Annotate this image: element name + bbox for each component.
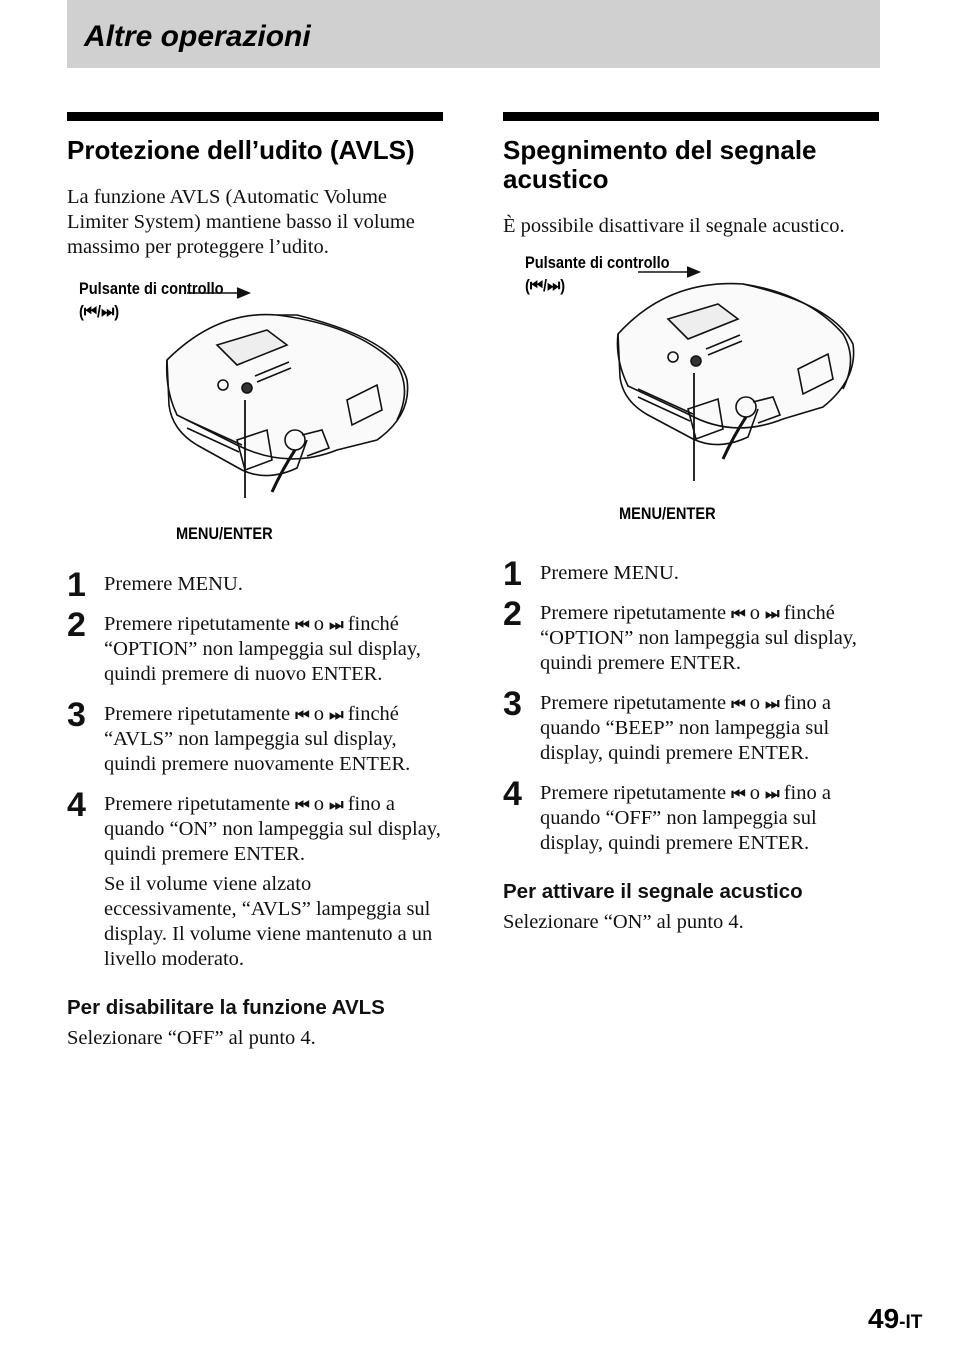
section-rule xyxy=(67,112,443,121)
md-player-illustration xyxy=(67,270,443,560)
device-figure xyxy=(67,270,443,572)
step-text xyxy=(104,792,443,867)
prev-icon: ⏮ xyxy=(731,784,745,803)
prev-icon: ⏮ xyxy=(731,694,745,713)
step-text-mid: o xyxy=(313,613,325,635)
subsection-title: Per attivare il segnale acustico xyxy=(503,880,803,903)
step-text xyxy=(540,601,879,676)
step-number: 1 xyxy=(67,566,86,604)
step-number: 2 xyxy=(503,595,522,633)
subsection-text: Selezionare “ON” al punto 4. xyxy=(503,911,744,933)
step-number: 2 xyxy=(67,606,86,644)
step-3 xyxy=(67,696,443,777)
step-2 xyxy=(67,606,443,687)
next-icon: ⏭ xyxy=(329,705,343,724)
step-text-post: finché “OPTION” non lampeggia sul display, quindi premere ENTER. xyxy=(540,602,857,674)
figure-label-control: Pulsante di controllo xyxy=(525,253,670,272)
figure-label-control-symbol: (⏮/⏭) xyxy=(79,302,120,321)
step-text-mid: o xyxy=(313,703,325,725)
step-number: 1 xyxy=(503,555,522,593)
right-column xyxy=(503,112,879,935)
step-text-pre: Premere ripetutamente xyxy=(540,782,727,804)
figure-label-control-symbol: (⏮/⏭) xyxy=(525,276,566,295)
step-text-mid: o xyxy=(749,602,761,624)
step-text xyxy=(540,691,879,766)
next-icon: ⏭ xyxy=(765,604,779,623)
prev-icon: ⏮ xyxy=(295,615,309,634)
step-1 xyxy=(67,566,443,604)
figure-label-control: Pulsante di controllo xyxy=(79,279,224,298)
step-number: 3 xyxy=(503,685,522,723)
step-text-post: finché “AVLS” non lampeggia sul display, quindi premere nuovamente ENTER. xyxy=(104,703,411,775)
figure-label-menu-enter: MENU/ENTER xyxy=(619,504,716,523)
subsection-title: Per disabilitare la funzione AVLS xyxy=(67,996,385,1019)
step-text xyxy=(104,702,443,777)
md-player-illustration xyxy=(503,249,879,529)
step-text-mid: o xyxy=(313,793,325,815)
page-number xyxy=(868,1303,922,1335)
steps-list xyxy=(503,555,879,856)
step-1 xyxy=(503,555,879,593)
step-2 xyxy=(503,595,879,676)
figure-label-menu-enter: MENU/ENTER xyxy=(176,524,273,543)
step-3 xyxy=(503,685,879,766)
step-text: Premere MENU. xyxy=(540,562,679,584)
next-icon: ⏭ xyxy=(765,694,779,713)
step-text-mid: o xyxy=(749,692,761,714)
step-text-post: fino a quando “OFF” non lampeggia sul display, quindi premere ENTER. xyxy=(540,782,831,854)
page-number-suffix: -IT xyxy=(899,1312,923,1333)
next-icon: ⏭ xyxy=(329,615,343,634)
step-text-pre: Premere ripetutamente xyxy=(540,602,727,624)
section-title-avls: Protezione dell’udito (AVLS) xyxy=(67,135,415,165)
step-number: 3 xyxy=(67,696,86,734)
prev-icon: ⏮ xyxy=(295,795,309,814)
section-title-beep: Spegnimento del segnale acustico xyxy=(503,135,817,194)
page-title: Altre operazioni xyxy=(84,20,311,53)
step-text xyxy=(104,612,443,687)
section-rule xyxy=(503,112,879,121)
prev-icon: ⏮ xyxy=(731,604,745,623)
step-text-pre: Premere ripetutamente xyxy=(104,703,291,725)
section-intro: La funzione AVLS (Automatic Volume Limiter System) mantiene basso il volume massimo per proteggere l’udito. xyxy=(67,186,415,258)
step-text-mid: o xyxy=(749,782,761,804)
step-text-post: fino a quando “BEEP” non lampeggia sul display, quindi premere ENTER. xyxy=(540,692,831,764)
step-number: 4 xyxy=(503,775,522,813)
steps-list xyxy=(67,566,443,972)
step-text-post: fino a quando “ON” non lampeggia sul display, quindi premere ENTER. xyxy=(104,793,441,865)
step-text-post: finché “OPTION” non lampeggia sul display, quindi premere di nuovo ENTER. xyxy=(104,613,421,685)
next-icon: ⏭ xyxy=(765,784,779,803)
left-column xyxy=(67,112,443,1051)
next-icon: ⏭ xyxy=(329,795,343,814)
step-text-pre: Premere ripetutamente xyxy=(540,692,727,714)
step-text-pre: Premere ripetutamente xyxy=(104,793,291,815)
prev-icon: ⏮ xyxy=(295,705,309,724)
step-note: Se il volume viene alzato eccessivamente, “AVLS” lampeggia sul display. Il volume viene mantenuto a un livello moderato. xyxy=(104,873,433,970)
step-text-pre: Premere ripetutamente xyxy=(104,613,291,635)
step-4 xyxy=(67,786,443,972)
step-number: 4 xyxy=(67,786,86,824)
subsection-text: Selezionare “OFF” al punto 4. xyxy=(67,1027,316,1049)
step-text xyxy=(540,781,879,856)
section-intro: È possibile disattivare il segnale acustico. xyxy=(503,215,845,237)
step-4 xyxy=(503,775,879,856)
device-figure xyxy=(503,249,879,561)
page-number-value: 49 xyxy=(868,1303,900,1334)
step-text: Premere MENU. xyxy=(104,573,243,595)
